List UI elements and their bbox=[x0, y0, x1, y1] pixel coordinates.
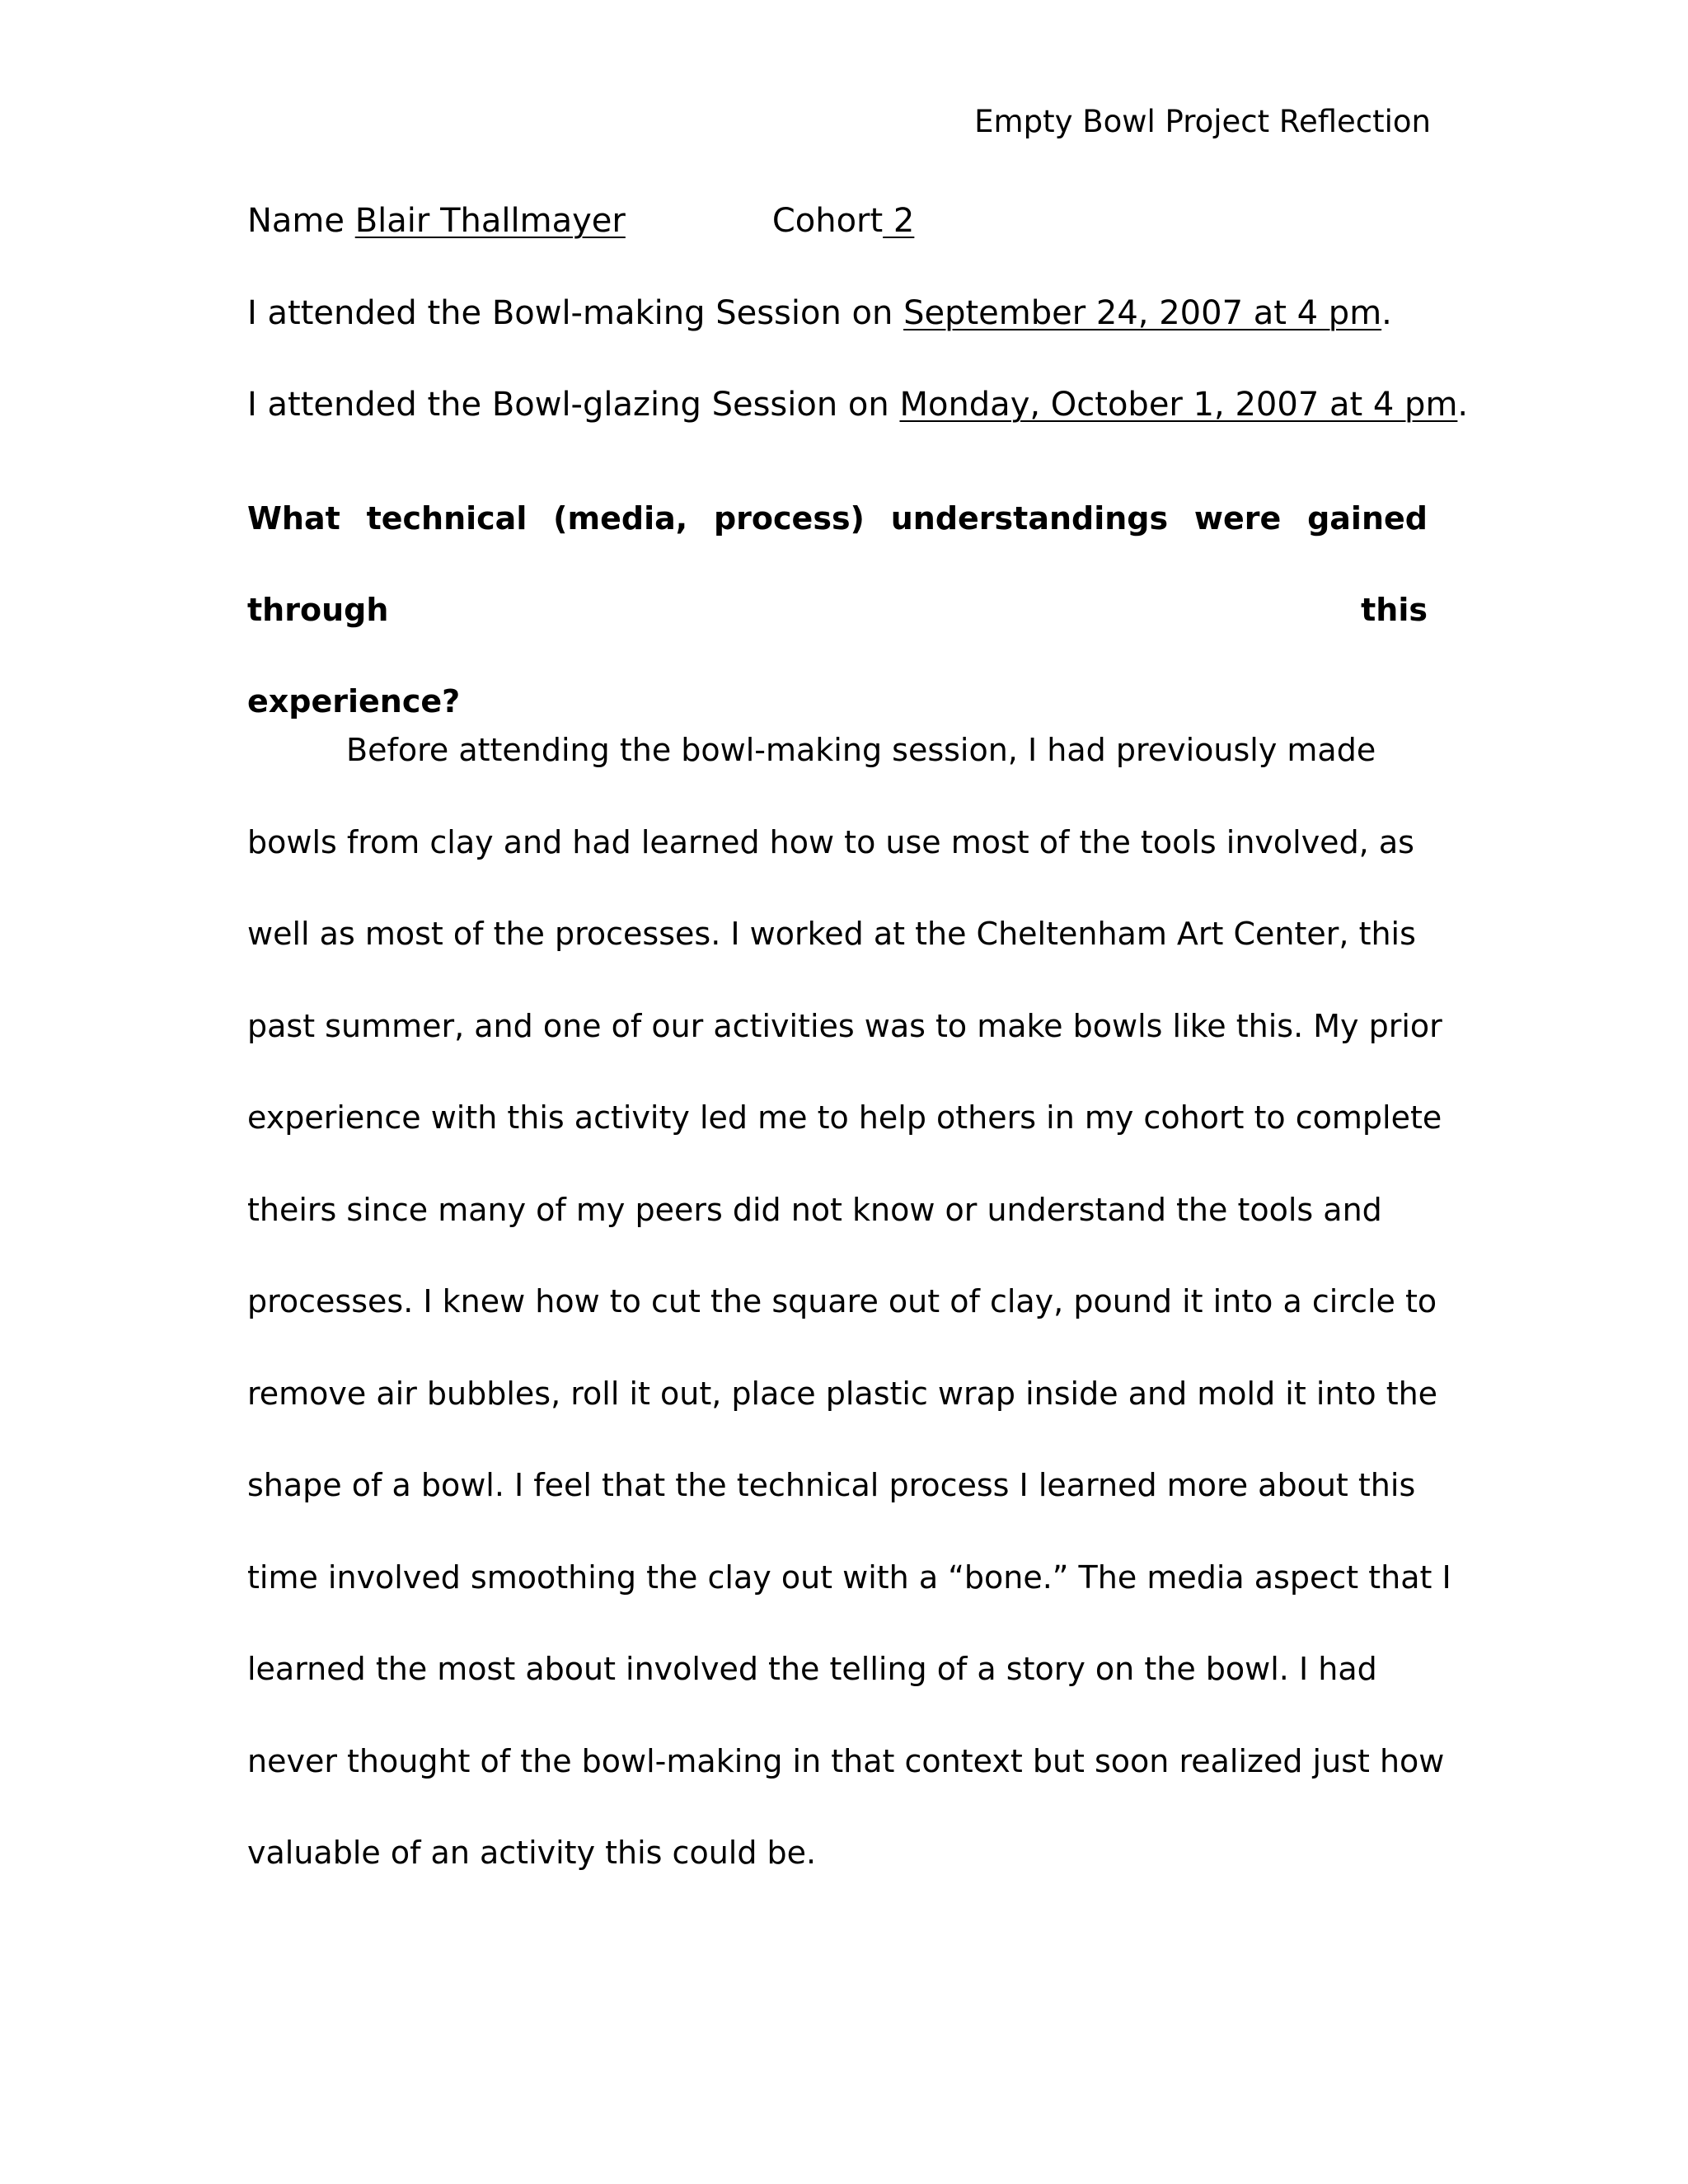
paragraph-line: valuable of an activity this could be. bbox=[247, 1835, 817, 1871]
paragraph-line: shape of a bowl. I feel that the technical process I learned more about this bbox=[247, 1467, 1416, 1503]
response-paragraph bbox=[247, 705, 1451, 1900]
paragraph-line: theirs since many of my peers did not know or understand the tools and bbox=[247, 1191, 1382, 1228]
bowl-making-session-line bbox=[247, 290, 1392, 336]
name-cohort-line bbox=[247, 198, 914, 244]
student-name: Blair Thallmayer bbox=[354, 202, 626, 240]
paragraph-line: experience with this activity led me to help others in my cohort to complete bbox=[247, 1099, 1442, 1136]
paragraph-line: processes. I knew how to cut the square out of clay, pound it into a circle to bbox=[247, 1283, 1437, 1319]
bowl-glazing-prefix: I attended the Bowl-glazing Session on bbox=[247, 386, 900, 424]
bowl-making-suffix: . bbox=[1381, 294, 1392, 332]
paragraph-line: remove air bubbles, roll it out, place plastic wrap inside and mold it into the bbox=[247, 1375, 1438, 1412]
bowl-making-date: September 24, 2007 at 4 pm bbox=[903, 294, 1382, 332]
paragraph-line: time involved smoothing the clay out with a “bone.” The media aspect that I bbox=[247, 1558, 1451, 1596]
paragraph-line: well as most of the processes. I worked at the Cheltenham Art Center, this bbox=[247, 916, 1416, 952]
bowl-glazing-suffix: . bbox=[1457, 386, 1469, 424]
paragraph-line: learned the most about involved the telling of a story on the bowl. I had bbox=[247, 1651, 1377, 1687]
running-header: Empty Bowl Project Reflection bbox=[974, 104, 1431, 139]
paragraph-line: never thought of the bowl-making in that context but soon realized just how bbox=[247, 1742, 1445, 1779]
bowl-glazing-date: Monday, October 1, 2007 at 4 pm bbox=[899, 386, 1458, 424]
question-line: What technical (media, process) understandings were gained through this bbox=[247, 500, 1428, 628]
paragraph-line: past summer, and one of our activities was to make bowls like this. My prior bbox=[247, 1007, 1442, 1044]
cohort-number: 2 bbox=[883, 202, 915, 240]
cohort-label: Cohort bbox=[771, 202, 884, 240]
paragraph-line: Before attending the bowl-making session, I had previously made bbox=[346, 732, 1376, 768]
name-label: Name bbox=[247, 202, 355, 240]
paragraph-line: bowls from clay and had learned how to use most of the tools involved, as bbox=[247, 823, 1414, 860]
bowl-glazing-session-line bbox=[247, 382, 1468, 428]
question-line: experience? bbox=[247, 683, 461, 719]
bowl-making-prefix: I attended the Bowl-making Session on bbox=[247, 294, 904, 332]
